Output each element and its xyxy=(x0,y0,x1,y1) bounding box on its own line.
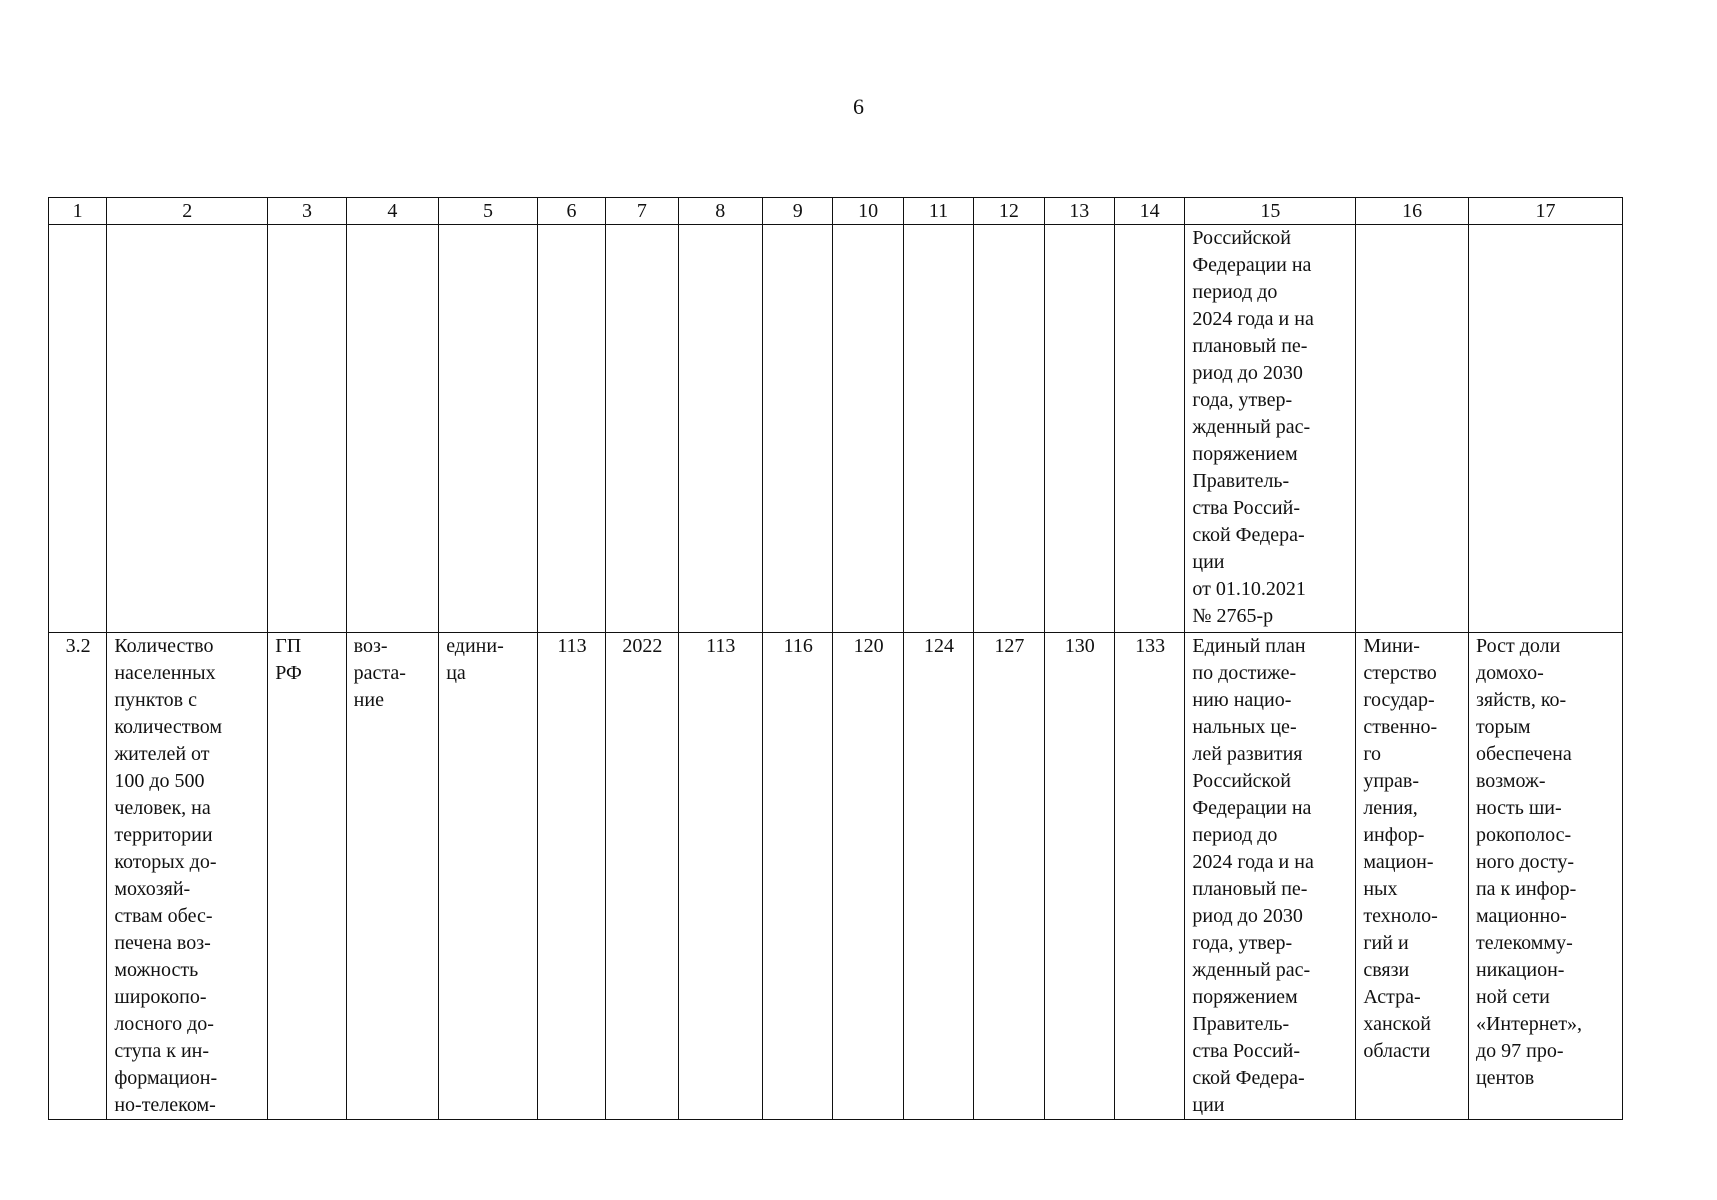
continuation-row xyxy=(49,225,1623,633)
column-header: 3 xyxy=(268,198,346,225)
column-header: 10 xyxy=(833,198,903,225)
table-cell xyxy=(49,225,107,633)
document-cell: Единый план по достиже- нию нацио- нальных це- лей развития Российской Федерации на период до 2024 года и на плановый пе- риод до 2030 года, утвер- жденный рас- поряжением Правитель- ства Россий- ской Федера- ции xyxy=(1185,633,1356,1120)
column-header: 7 xyxy=(606,198,678,225)
column-header: 13 xyxy=(1044,198,1114,225)
column-header: 8 xyxy=(678,198,762,225)
unit-cell: едини- ца xyxy=(439,633,538,1120)
document-continuation-cell: Российской Федерации на период до 2024 года и на плановый пе- риод до 2030 года, утвер- жденный рас- поряжением Правитель- ства Россий- ской Федера- ции от 01.10.2021 № 2765-р xyxy=(1185,225,1356,633)
value-cell: 133 xyxy=(1114,633,1184,1120)
table-cell xyxy=(1356,225,1469,633)
value-cell: 124 xyxy=(903,633,973,1120)
column-header: 16 xyxy=(1356,198,1469,225)
table-row xyxy=(49,633,1623,1120)
indicator-type-cell: ГП РФ xyxy=(268,633,346,1120)
column-number-row xyxy=(49,198,1623,225)
column-header: 17 xyxy=(1468,198,1622,225)
table-cell xyxy=(346,225,439,633)
column-header: 9 xyxy=(763,198,833,225)
table-cell xyxy=(1044,225,1114,633)
page-number: 6 xyxy=(853,94,864,119)
column-header: 5 xyxy=(439,198,538,225)
base-value-cell: 113 xyxy=(537,633,605,1120)
indicator-name-cell: Количество населенных пунктов с количеством жителей от 100 до 500 человек, на территории которых до- мохозяй- ствам обес- печена воз- можность широкопо- лосного до- ступа к ин- формацион- но-телеком- xyxy=(107,633,268,1120)
column-header: 15 xyxy=(1185,198,1356,225)
indicator-table xyxy=(48,197,1623,1120)
table-cell xyxy=(1114,225,1184,633)
column-header: 6 xyxy=(537,198,605,225)
column-header: 2 xyxy=(107,198,268,225)
base-year-cell: 2022 xyxy=(606,633,678,1120)
trend-cell: воз- раста- ние xyxy=(346,633,439,1120)
value-cell: 113 xyxy=(678,633,762,1120)
column-header: 4 xyxy=(346,198,439,225)
column-header: 12 xyxy=(974,198,1044,225)
table-cell xyxy=(833,225,903,633)
value-cell: 127 xyxy=(974,633,1044,1120)
table-cell xyxy=(974,225,1044,633)
value-cell: 120 xyxy=(833,633,903,1120)
value-cell: 116 xyxy=(763,633,833,1120)
column-header: 11 xyxy=(903,198,973,225)
column-header: 1 xyxy=(49,198,107,225)
table-cell xyxy=(763,225,833,633)
row-number-cell: 3.2 xyxy=(49,633,107,1120)
table-cell xyxy=(439,225,538,633)
link-cell: Рост доли домохо- зяйств, ко- торым обеспечена возмож- ность ши- рокополос- ного досту- па к инфор- мационно- телекомму- никацион- ной сети «Интернет», до 97 про- центов xyxy=(1468,633,1622,1120)
table-cell xyxy=(537,225,605,633)
column-header: 14 xyxy=(1114,198,1184,225)
table-cell xyxy=(678,225,762,633)
table-cell xyxy=(606,225,678,633)
table-cell xyxy=(903,225,973,633)
table-cell xyxy=(1468,225,1622,633)
table-cell xyxy=(268,225,346,633)
responsible-cell: Мини- стерство государ- ственно- го управ- ления, инфор- мацион- ных техноло- гий и связи Астра- ханской области xyxy=(1356,633,1469,1120)
value-cell: 130 xyxy=(1044,633,1114,1120)
table-cell xyxy=(107,225,268,633)
